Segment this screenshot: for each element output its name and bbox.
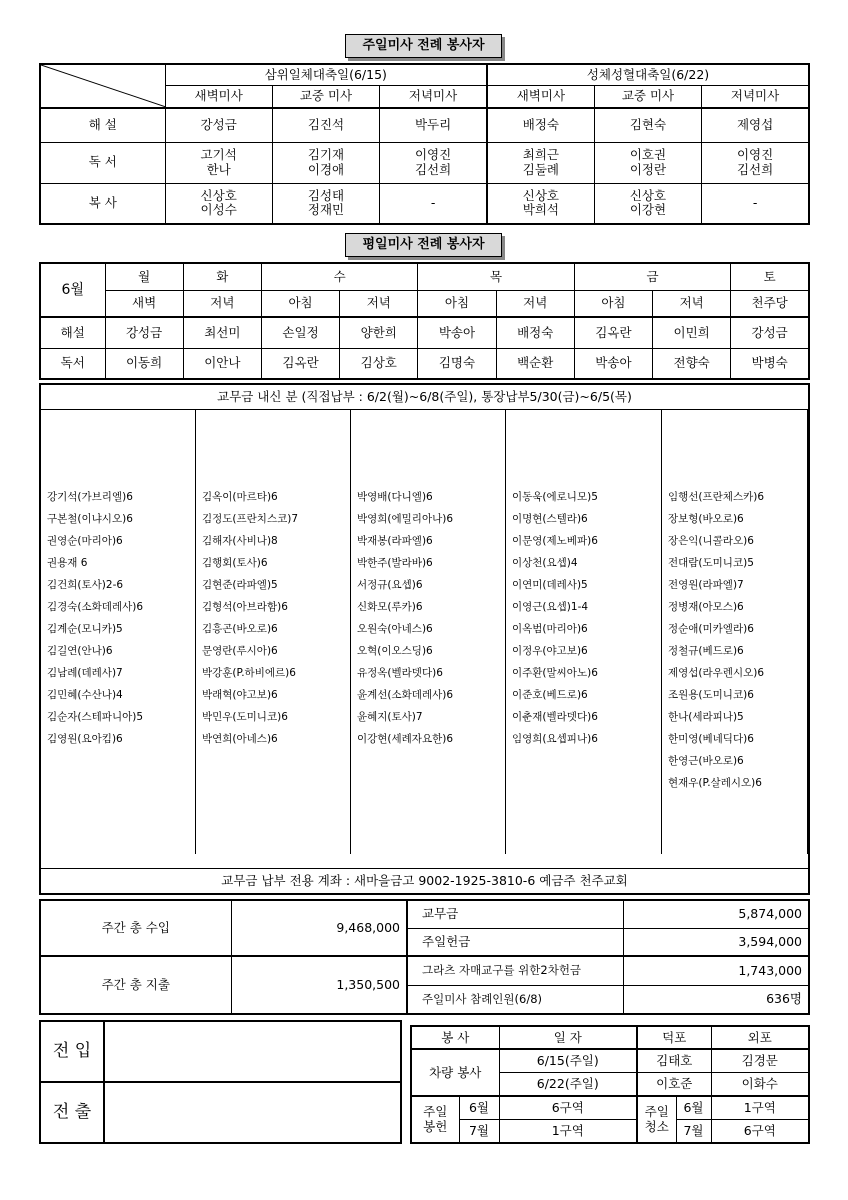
dues-column (196, 409, 351, 854)
dues-contributor: 장은익(니콜라오)6 (668, 535, 754, 547)
server-name: 신상호 (629, 187, 667, 203)
dues-contributor: 장보형(바오로)6 (668, 513, 744, 525)
server-name: 배정숙 (496, 317, 574, 348)
server-name: 김현숙 (594, 108, 701, 142)
table-row (40, 108, 809, 142)
server-name: 박송아 (574, 348, 652, 379)
dues-contributor: 이명현(스텔라)6 (512, 513, 588, 525)
mass-time: 교중 미사 (272, 85, 379, 108)
dues-contributor: 권용재 6 (47, 557, 88, 569)
mass-time: 저녁 (496, 290, 574, 317)
dues-contributor: 김건희(토사)2-6 (47, 579, 124, 591)
detail-value: 5,874,000 (623, 900, 809, 928)
server-name: 손일정 (261, 317, 339, 348)
server-name: 최선미 (183, 317, 261, 348)
detail-label: 주일헌금 (407, 928, 623, 956)
oepo-header: 외포 (711, 1026, 809, 1049)
dues-account-footer: 교무금 납부 전용 계좌 : 새마을금고 9002-1925-3810-6 예금주 천주교회 (41, 868, 808, 893)
dues-contributor: 김옥이(마르타)6 (202, 491, 278, 503)
dues-contributor: 김현준(라파엘)5 (202, 579, 278, 591)
dues-contributor: 이동욱(에로니모)5 (512, 491, 598, 503)
dukpo-volunteer: 김태호 (637, 1049, 711, 1072)
server-name: 배정숙 (487, 108, 594, 142)
dues-contributor: 박연희(아네스)6 (202, 733, 278, 745)
server-name: 강성금 (105, 317, 183, 348)
server-name: 이성수 (200, 202, 237, 218)
dues-column (506, 409, 662, 854)
sunday-server-table (39, 63, 810, 225)
dues-contributor: 박민우(도미니코)6 (202, 711, 288, 723)
dues-contributor: 신화모(루카)6 (357, 601, 423, 613)
feast-trinity: 삼위일체대축일(6/15) (165, 64, 487, 85)
offering-label-line: 주일 (423, 1104, 448, 1120)
dues-contributor: 김민혜(수산나)4 (47, 689, 123, 701)
weekday-section-title: 평일미사 전례 봉사자 (345, 233, 502, 257)
duty-month: 6월 (459, 1096, 499, 1119)
server-name: - (380, 183, 487, 224)
server-name: 박송아 (418, 317, 496, 348)
dues-contributor: 이옥범(마리아)6 (512, 623, 588, 635)
table-row (40, 348, 809, 379)
dues-contributor: 임행선(프란체스카)6 (668, 491, 765, 503)
dues-contributor: 현재우(P.살레시오)6 (668, 777, 762, 789)
dues-contributor: 김행회(토사)6 (202, 557, 268, 569)
mass-time: 새벽미사 (487, 85, 594, 108)
dues-contributor: 정순애(미카엘라)6 (668, 623, 754, 635)
dues-contributor: 강기석(가브리엘)6 (47, 491, 133, 503)
server-name: 양한희 (340, 317, 418, 348)
mass-time: 저녁미사 (380, 85, 487, 108)
duty-month: 7월 (459, 1120, 499, 1143)
role-label: 독서 (40, 348, 105, 379)
server-name: 김진석 (272, 108, 379, 142)
transfer-table (39, 1020, 402, 1144)
server-name: 강성금 (731, 317, 809, 348)
server-names (594, 183, 701, 224)
oepo-volunteer: 이화수 (711, 1073, 809, 1096)
dues-column (41, 409, 196, 854)
server-name: 이강현 (629, 202, 667, 218)
transfer-out-label: 전 출 (40, 1082, 104, 1143)
dues-contributor: 김경숙(소화데레사)6 (47, 601, 144, 613)
date-header: 일 자 (499, 1026, 637, 1049)
dues-contributor: 임영희(요셉피나)6 (512, 733, 598, 745)
dues-contributor: 김영원(요아킴)6 (47, 733, 123, 745)
mass-time: 저녁 (183, 290, 261, 317)
offering-district: 6구역 (499, 1096, 637, 1119)
transfer-in-label: 전 입 (40, 1021, 104, 1082)
detail-value: 1,743,000 (623, 956, 809, 985)
server-name: 강성금 (165, 108, 272, 142)
dues-contributor: 한나(세라피나)5 (668, 711, 744, 723)
server-name: 김성태 (307, 187, 345, 203)
dues-box (39, 383, 810, 895)
server-name: - (702, 183, 809, 224)
transfer-in-content (104, 1021, 401, 1082)
expense-label: 주간 총 지출 (40, 956, 231, 1014)
month-label: 6월 (40, 263, 105, 317)
dues-contributor: 권영순(마리아)6 (47, 535, 123, 547)
dues-contributor: 이영근(요셉)1-4 (512, 601, 589, 613)
server-name: 김선희 (736, 161, 774, 177)
dues-contributor: 이춘재(벨라뎃다)6 (512, 711, 598, 723)
dues-contributor: 조원용(도미니코)6 (668, 689, 754, 701)
server-name: 이안나 (183, 348, 261, 379)
dues-contributor: 이강현(세례자요한)6 (357, 733, 454, 745)
weekday-server-table (39, 262, 810, 380)
day-label: 화 (183, 263, 261, 290)
dues-contributor: 박강훈(P.하비에르)6 (202, 667, 296, 679)
mass-time: 천주당 (731, 290, 809, 317)
finance-table (39, 899, 810, 1015)
cleaning-duty-label (637, 1096, 676, 1143)
mass-time: 새벽 (105, 290, 183, 317)
dues-contributor: 김정도(프란치스코)7 (202, 513, 299, 525)
dues-contributor: 구본철(이냐시오)6 (47, 513, 133, 525)
dues-contributor: 유정옥(벨라뎃다)6 (357, 667, 443, 679)
dues-contributor: 문영란(루시아)6 (202, 645, 278, 657)
dues-contributor: 한미영(베네딕다)6 (668, 733, 754, 745)
dues-contributor: 이연미(데레사)5 (512, 579, 588, 591)
transfer-out-content (104, 1082, 401, 1143)
server-name: 제영섭 (702, 108, 809, 142)
server-name: 이경애 (307, 161, 345, 177)
service-table (410, 1025, 810, 1144)
server-name: 김옥란 (574, 317, 652, 348)
mass-time: 교중 미사 (594, 85, 701, 108)
dues-contributor: 김계순(모니카)5 (47, 623, 123, 635)
server-names (272, 183, 379, 224)
table-row (40, 317, 809, 348)
server-name: 이정란 (629, 161, 667, 177)
role-label: 복 사 (40, 183, 165, 224)
server-name: 김옥란 (261, 348, 339, 379)
day-label: 수 (261, 263, 417, 290)
server-name: 고기석 (200, 147, 237, 163)
detail-value: 3,594,000 (623, 928, 809, 956)
detail-label: 주일미사 참례인원(6/8) (407, 985, 623, 1014)
day-label: 월 (105, 263, 183, 290)
server-name: 전향숙 (653, 348, 731, 379)
server-names (380, 142, 487, 183)
mass-time: 저녁 (653, 290, 731, 317)
dues-contributor: 김남례(데레사)7 (47, 667, 123, 679)
dues-contributor: 김형석(아브라함)6 (202, 601, 288, 613)
role-label: 독 서 (40, 142, 165, 183)
dues-contributor: 이문영(제노베파)6 (512, 535, 598, 547)
server-names (487, 183, 594, 224)
server-name: 박병숙 (731, 348, 809, 379)
server-name: 김상호 (340, 348, 418, 379)
server-name: 박희석 (522, 202, 560, 218)
mass-time: 아침 (418, 290, 496, 317)
dues-contributor: 이준호(베드로)6 (512, 689, 588, 701)
server-names (165, 142, 272, 183)
mass-time: 저녁미사 (702, 85, 809, 108)
table-row (40, 183, 809, 224)
server-name: 한나 (206, 161, 231, 177)
day-label: 토 (731, 263, 809, 290)
server-name: 김선희 (414, 161, 452, 177)
dues-contributor: 정철규(베드로)6 (668, 645, 744, 657)
server-name: 이호권 (629, 147, 667, 163)
dues-contributor: 정병재(아모스)6 (668, 601, 744, 613)
mass-time: 새벽미사 (165, 85, 272, 108)
server-name: 김둘례 (522, 161, 560, 177)
income-label: 주간 총 수입 (40, 900, 231, 956)
duty-month: 7월 (676, 1120, 711, 1143)
dukpo-header: 덕포 (637, 1026, 711, 1049)
server-names (165, 183, 272, 224)
oepo-volunteer: 김경문 (711, 1049, 809, 1072)
mass-time: 아침 (261, 290, 339, 317)
dues-contributor: 오혁(이오스딩)6 (357, 645, 433, 657)
offering-label-line: 봉헌 (423, 1118, 448, 1134)
role-label: 해 설 (40, 108, 165, 142)
dues-contributor: 전대람(도미니코)5 (668, 557, 754, 569)
dues-contributor: 오원숙(아네스)6 (357, 623, 433, 635)
dues-contributor: 박래혁(야고보)6 (202, 689, 278, 701)
detail-label: 교무금 (407, 900, 623, 928)
dues-contributor: 김길연(안나)6 (47, 645, 113, 657)
dues-column (351, 409, 506, 854)
dues-contributor: 이정우(야고보)6 (512, 645, 588, 657)
server-name: 백순환 (496, 348, 574, 379)
feast-corpus-christi: 성체성혈대축일(6/22) (487, 64, 809, 85)
server-name: 김명숙 (418, 348, 496, 379)
table-row (40, 142, 809, 183)
dues-contributor: 김흥곤(바오로)6 (202, 623, 278, 635)
dues-contributor: 이주환(말씨아노)6 (512, 667, 598, 679)
role-label: 해설 (40, 317, 105, 348)
service-header: 봉 사 (411, 1026, 499, 1049)
detail-label: 그라츠 자매교구를 위한2차헌금 (407, 956, 623, 985)
day-label: 목 (418, 263, 574, 290)
dues-contributor: 이상천(요셉)4 (512, 557, 578, 569)
cleaning-district: 6구역 (711, 1120, 809, 1143)
sunday-section-title: 주일미사 전례 봉사자 (345, 34, 502, 58)
dues-header: 교무금 내신 분 (직접납부 : 6/2(월)~6/8(주일), 통장납부5/30(금)~6/5(목) (41, 385, 808, 410)
mass-time: 저녁 (340, 290, 418, 317)
mass-time: 아침 (574, 290, 652, 317)
service-date: 6/15(주일) (499, 1049, 637, 1072)
cleaning-label-line: 주일 (644, 1104, 669, 1120)
server-name: 최희근 (522, 147, 560, 163)
server-names (272, 142, 379, 183)
server-name: 이민희 (653, 317, 731, 348)
dues-contributor: 김순자(스테파니아)5 (47, 711, 144, 723)
offering-district: 1구역 (499, 1120, 637, 1143)
service-date: 6/22(주일) (499, 1073, 637, 1096)
server-name: 정재민 (307, 202, 345, 218)
server-name: 이영진 (414, 147, 452, 163)
dues-contributor: 윤혜지(토사)7 (357, 711, 423, 723)
diagonal-line (41, 65, 166, 107)
dues-contributor: 한영근(바오로)6 (668, 755, 744, 767)
expense-value: 1,350,500 (231, 956, 407, 1014)
dues-contributor: 전영원(라파엘)7 (668, 579, 744, 591)
dues-contributor: 김해자(사비나)8 (202, 535, 278, 547)
server-names (702, 142, 809, 183)
dues-contributor: 제영섭(라우렌시오)6 (668, 667, 765, 679)
dues-contributor: 서정규(요셉)6 (357, 579, 423, 591)
vehicle-service-label: 차량 봉사 (411, 1049, 499, 1096)
server-name: 박두리 (380, 108, 487, 142)
dues-contributor: 박재봉(라파엘)6 (357, 535, 433, 547)
server-names (594, 142, 701, 183)
duty-month: 6월 (676, 1096, 711, 1119)
cleaning-district: 1구역 (711, 1096, 809, 1119)
dues-contributor: 박영배(다니엘)6 (357, 491, 433, 503)
server-name: 신상호 (522, 187, 560, 203)
detail-value: 636명 (623, 985, 809, 1014)
dukpo-volunteer: 이호준 (637, 1073, 711, 1096)
server-name: 신상호 (200, 187, 237, 203)
diagonal-header-cell (40, 64, 165, 108)
server-name: 김기재 (307, 147, 345, 163)
day-label: 금 (574, 263, 730, 290)
income-value: 9,468,000 (231, 900, 407, 956)
server-name: 이영진 (736, 147, 774, 163)
dues-column (662, 409, 808, 854)
server-names (487, 142, 594, 183)
dues-contributor: 박한주(발라바)6 (357, 557, 433, 569)
dues-contributor: 윤계선(소화데레사)6 (357, 689, 454, 701)
server-name: 이동희 (105, 348, 183, 379)
dues-contributor: 박영희(에밀리아나)6 (357, 513, 454, 525)
offering-duty-label (411, 1096, 459, 1143)
cleaning-label-line: 청소 (644, 1118, 669, 1134)
